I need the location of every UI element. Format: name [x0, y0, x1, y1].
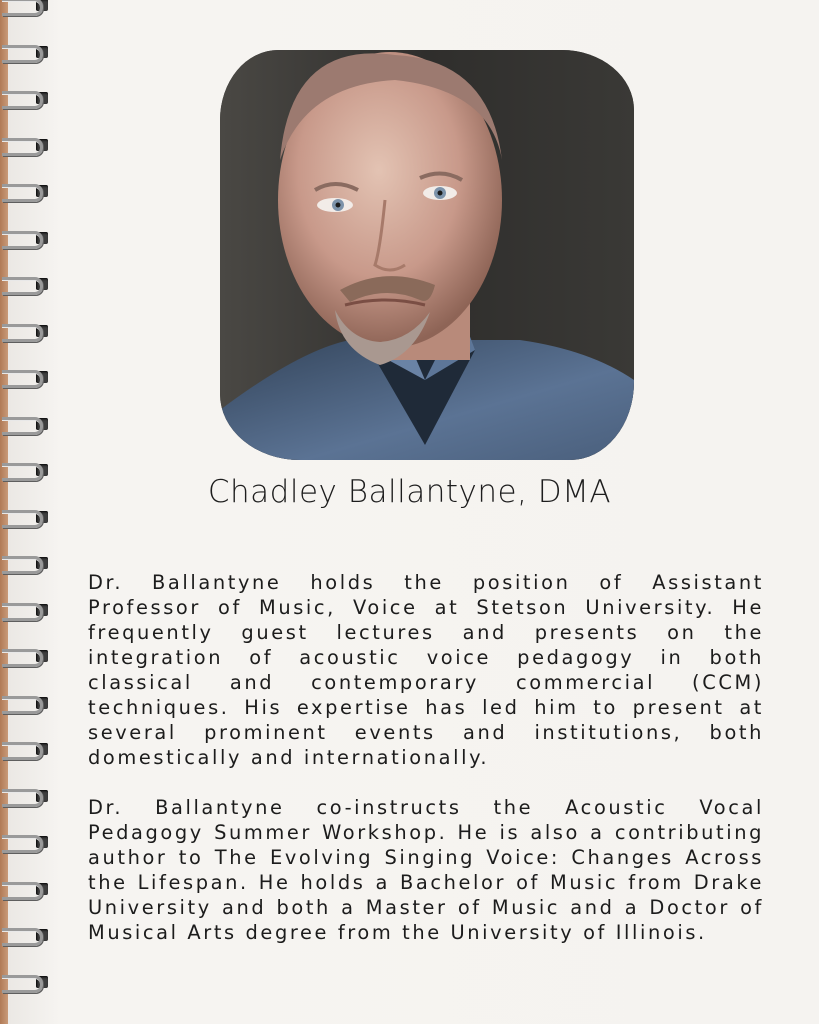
spiral-binding: [0, 0, 56, 1024]
bio-paragraph-2: Dr. Ballantyne co-instructs the Acoustic Vocal Pedagogy Summer Workshop. He is also a contributing author to The Evolving Singing Voice: Changes Across the Lifespan. He holds a Bachelor of Music from Drake University and both a Master of Music and a Doctor of Musical Arts degree from the University of Illinois.: [88, 796, 764, 944]
binding-ring: [2, 273, 54, 295]
bio-paragraph-1: Dr. Ballantyne holds the position of Assistant Professor of Music, Voice at Stetson University. He frequently guest lectures and presents on the integration of acoustic voice pedagogy in both classical and contemporary commercial (CCM) techniques. His expertise has led him to present at several prominent events and institutions, both domestically and internationally.: [88, 571, 764, 769]
binding-ring: [2, 413, 54, 435]
binding-ring: [2, 87, 54, 109]
binding-ring: [2, 552, 54, 574]
binding-ring: [2, 0, 54, 16]
binding-ring: [2, 924, 54, 946]
binding-ring: [2, 320, 54, 342]
binding-ring: [2, 878, 54, 900]
binding-ring: [2, 831, 54, 853]
binding-ring: [2, 180, 54, 202]
binding-ring: [2, 971, 54, 993]
binding-ring: [2, 738, 54, 760]
binding-ring: [2, 599, 54, 621]
binding-ring: [2, 41, 54, 63]
binding-ring: [2, 366, 54, 388]
binding-ring: [2, 227, 54, 249]
binding-ring: [2, 785, 54, 807]
portrait-photo: [220, 50, 634, 460]
binding-ring: [2, 692, 54, 714]
profile-name: Chadley Ballantyne, DMA: [207, 474, 612, 510]
profile-photo: [220, 50, 634, 460]
binding-ring: [2, 645, 54, 667]
binding-ring: [2, 134, 54, 156]
